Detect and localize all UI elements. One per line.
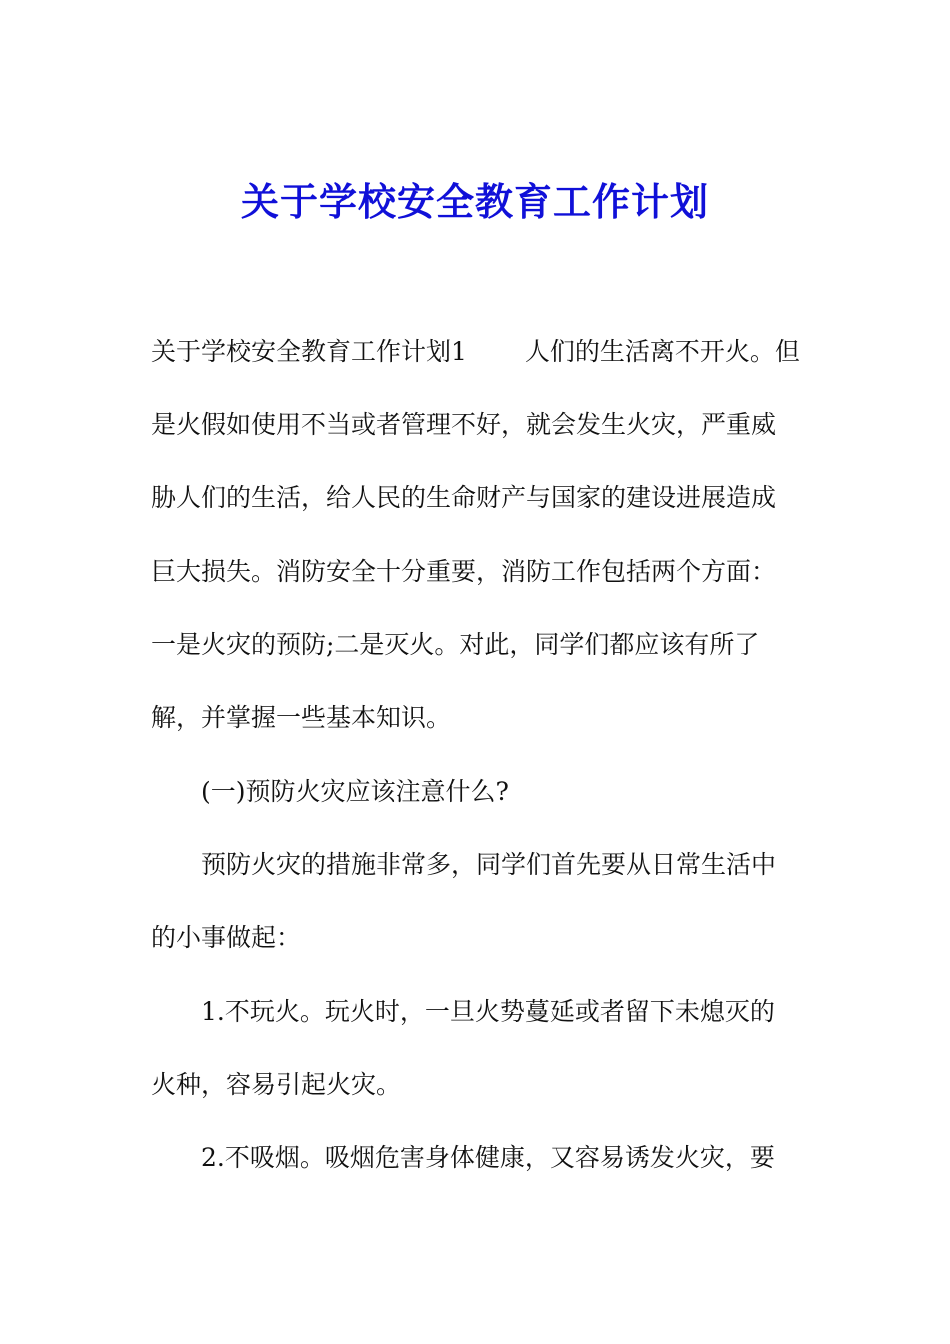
list-item-2-line-1: 2.不吸烟。吸烟危害身体健康，又容易诱发火灾，要: [201, 1143, 775, 1172]
paragraph-line-9: 的小事做起：: [151, 923, 302, 952]
document-title: 关于学校安全教育工作计划: [240, 179, 709, 224]
paragraph-line-8: 预防火灾的措施非常多，同学们首先要从日常生活中: [201, 850, 777, 879]
paragraph-line-3: 胁人们的生活，给人民的生命财产与国家的建设进展造成: [151, 483, 777, 512]
section-heading: (一)预防火灾应该注意什么?: [201, 777, 509, 806]
paragraph-line-2: 是火假如使用不当或者管理不好，就会发生火灾，严重威: [151, 410, 777, 439]
list-item-1-line-1: 1.不玩火。玩火时，一旦火势蔓延或者留下未熄灭的: [201, 997, 775, 1026]
paragraph-line-4: 巨大损失。消防安全十分重要，消防工作包括两个方面：: [151, 557, 777, 586]
paragraph-line-5: 一是火灾的预防;二是灭火。对此，同学们都应该有所了: [151, 630, 760, 659]
list-item-1-line-2: 火种，容易引起火灾。: [151, 1070, 402, 1099]
paragraph-line-1: [151, 332, 800, 372]
intro-text: 人们的生活离不开火。但: [524, 337, 800, 366]
intro-heading: 关于学校安全教育工作计划1: [151, 337, 467, 366]
paragraph-line-6: 解，并掌握一些基本知识。: [151, 703, 452, 732]
